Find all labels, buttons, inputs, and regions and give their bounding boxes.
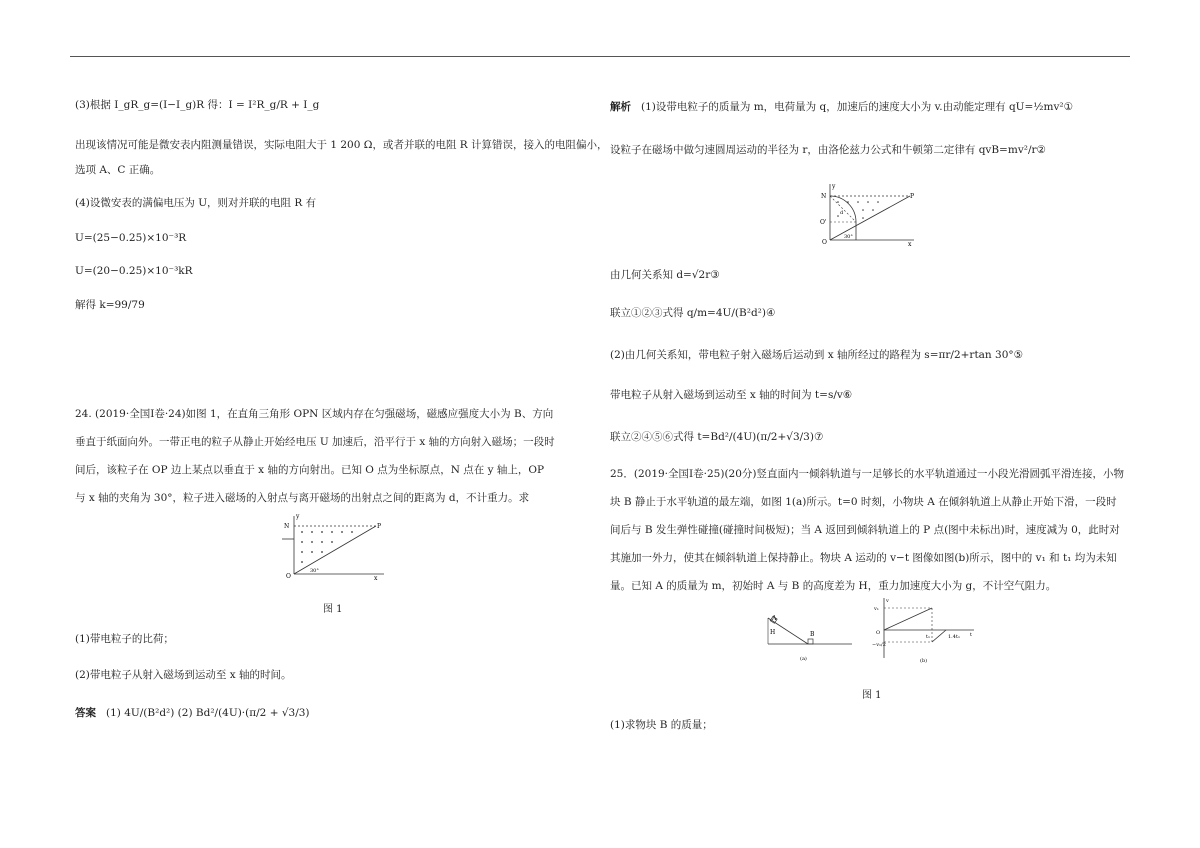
sub-question-1: (1)带电粒子的比荷；	[75, 633, 174, 645]
question-25: 25．(2019·全国Ⅰ卷·25)(20分)竖直面内一倾斜轨道与一足够长的水平轨道通过一小段光滑圆弧平滑连接，小物块 B 静止于水平轨道的最左端，如图 1(a)所示。t=0 时刻，小物块 A 在倾斜轨道上从静止开始下滑，一段时间后与 B 发生弹性碰撞(碰撞时间极短)；当 A 返回到倾斜轨道上的 P 点(图中未标出)时，速度减为 0，此时对其施加一外力，使其在倾斜轨道上保持静止。物块 A 运动的 v−t 图像如图(b)所示，图中的 v₁ 和 t₁ 均为未知量。已知 A 的质量为 m，初始时 A 与 B 的高度差为 H，重力加速度大小为 g，不计空气阻力。	[610, 468, 1125, 592]
answer-label: 答案	[75, 707, 96, 719]
fig-label-x: x	[908, 241, 912, 248]
text-line: 出现该情况可能是微安表内阻测量错误，实际电阻大于 1 200 Ω，或者并联的电阻 R 计算错误，接入的电阻偏小，	[75, 139, 608, 151]
solution-line: (2)由几何关系知，带电粒子射入磁场后运动到 x 轴所经过的路程为 s=πr/2+rtan 30°⑤	[610, 349, 1024, 361]
fig-label-v1: v₁	[874, 606, 879, 612]
answer-text: (1) 4U/(B²d²) (2) Bd²/(4U)·(π/2 + √3/3)	[106, 707, 310, 719]
solution-line: 设粒子在磁场中做匀速圆周运动的半径为 r，由洛伦兹力公式和牛顿第二定律有 qvB=mv²/r②	[610, 144, 1046, 156]
fig-label-b-caption: (b)	[920, 658, 928, 664]
trajectory-figure	[818, 180, 918, 248]
fig-label-neg-v1: −v₁/2	[872, 642, 886, 648]
solution-label: 解析	[610, 101, 631, 113]
fig-label-b: B	[810, 631, 815, 638]
figure-b-vt-graph	[870, 596, 980, 666]
fig-label-a-caption: (a)	[800, 656, 807, 662]
fig-label-o: O	[876, 630, 881, 636]
fig-label-y: y	[832, 183, 836, 190]
fig-label-o: O	[822, 239, 827, 246]
fig-label-t1: t₁	[926, 634, 931, 640]
answer-row	[75, 706, 310, 721]
text-line: 解得 k=99/79	[75, 299, 145, 311]
magnetic-field-figure	[280, 510, 390, 580]
fig-label-n: N	[821, 193, 827, 200]
fig-label-angle: 30°	[310, 568, 319, 574]
solution-line: 联立②④⑤⑥式得 t=Bd²/(4U)(π/2+√3/3)⑦	[610, 431, 824, 443]
solution-line: 带电粒子从射入磁场到运动至 x 轴的时间为 t=s/v⑥	[610, 389, 853, 401]
fig-label-v: v	[886, 598, 889, 604]
fig-label-t: t	[970, 632, 973, 638]
fig-label-a: A	[772, 615, 777, 622]
figure-caption: 图 1	[862, 690, 882, 701]
fig-label-p: P	[910, 193, 915, 200]
solution-line	[610, 100, 1073, 115]
header-rule	[70, 56, 1130, 57]
fig-label-n: N	[284, 523, 290, 530]
text-line: U=(20−0.25)×10⁻³kR	[75, 265, 193, 277]
question-24: 24. (2019·全国Ⅰ卷·24)如图 1，在直角三角形 OPN 区域内存在匀强磁场，磁感应强度大小为 B、方向垂直于纸面向外。一带正电的粒子从静止开始经电压 U 加速后，沿平行于 x 轴的方向射入磁场；一段时间后，该粒子在 OP 边上某点以垂直于 x 轴的方向射出。已知 O 点为坐标原点，N 点在 y 轴上，OP 与 x 轴的夹角为 30°，粒子进入磁场的入射点与离开磁场的出射点之间的距离为 d，不计重力。求	[75, 408, 555, 504]
sub-question-2: (2)带电粒子从射入磁场到运动至 x 轴的时间。	[75, 669, 292, 681]
fig-label-angle: 30°	[844, 234, 853, 240]
fig-label-o: O	[286, 573, 291, 580]
solution-text: (1)设带电粒子的质量为 m，电荷量为 q，加速后的速度大小为 v.由动能定理有 qU=½mv²①	[641, 101, 1073, 113]
fig-label-y: y	[296, 513, 300, 520]
fig-label-o-prime: O'	[820, 219, 827, 226]
figure-a	[762, 610, 854, 664]
text-line: (3)根据 I_gR_g=(I−I_g)R 得：I = I²R_g/R + I_g	[75, 99, 320, 111]
sub-question-1: (1)求物块 B 的质量；	[610, 719, 713, 731]
fig-label-p: P	[377, 523, 382, 530]
text-line: U=(25−0.25)×10⁻³R	[75, 232, 187, 244]
text-line: 选项 A、C 正确。	[75, 164, 161, 176]
solution-line: 由几何关系知 d=√2r③	[610, 269, 720, 281]
text-line: (4)设微安表的满偏电压为 U，则对并联的电阻 R 有	[75, 197, 317, 209]
solution-line: 联立①②③式得 q/m=4U/(B²d²)④	[610, 307, 776, 319]
figure-caption: 图 1	[323, 604, 343, 615]
fig-label-d: d	[840, 210, 844, 216]
fig-label-14t1: 1.4t₁	[948, 634, 960, 640]
fig-label-h: H	[770, 629, 776, 636]
fig-label-x: x	[374, 575, 378, 580]
